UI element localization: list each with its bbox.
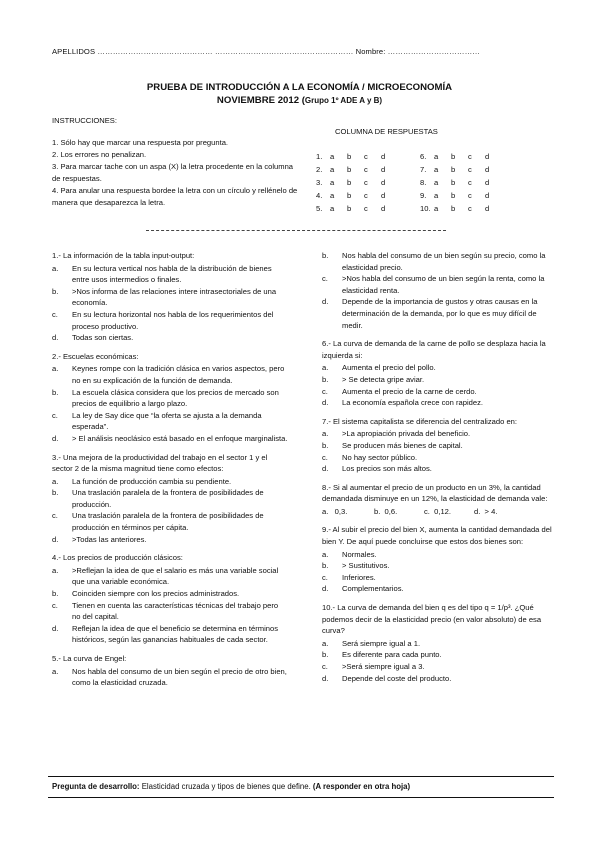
option-letter: d. — [322, 584, 329, 594]
answer-option[interactable]: a — [330, 191, 335, 200]
essay-question — [52, 782, 410, 791]
option-letter: a. — [52, 263, 59, 273]
option-letter: a. — [322, 638, 329, 648]
answer-option[interactable]: c — [364, 204, 368, 213]
question-option — [52, 410, 288, 433]
answer-option[interactable]: d — [485, 165, 490, 174]
answer-option[interactable]: b — [347, 191, 352, 200]
option-text: Una traslación paralela de la frontera de posibilidades de producción. — [72, 488, 264, 509]
answer-group — [316, 178, 398, 187]
option-text: Complementarios. — [342, 584, 404, 594]
answer-number: 9. — [420, 191, 427, 200]
option-text: > El análisis neoclásico está basado en el enfoque marginalista. — [72, 433, 288, 443]
option-letter: c. — [52, 309, 58, 319]
question-option — [322, 374, 554, 386]
answer-option[interactable]: d — [381, 204, 386, 213]
footer-rule-bottom — [48, 797, 554, 798]
option-text: Depende del coste del producto. — [342, 673, 452, 683]
option-text: Es diferente para cada punto. — [342, 650, 442, 660]
answer-option[interactable]: a — [330, 204, 335, 213]
essay-text: Elasticidad cruzada y tipos de bienes que define. — [139, 782, 313, 791]
answer-option[interactable]: a — [434, 204, 439, 213]
option-letter: d. — [52, 534, 59, 544]
option-letter: a. — [322, 429, 329, 439]
option-text: >Será siempre igual a 3. — [342, 662, 425, 671]
option-text: >Todas las anteriores. — [72, 534, 147, 544]
answer-group — [316, 165, 398, 174]
option-letter: a. — [52, 666, 59, 676]
option-text: La ley de Say dice que “la oferta se ajusta a la demanda esperada”. — [72, 410, 262, 432]
option-text: Keynes rompe con la tradición clásica en varios aspectos, pero no en su explicación de la función de demanda. — [72, 364, 285, 385]
question-option — [52, 309, 288, 332]
question-option — [52, 263, 288, 286]
question-option — [322, 463, 554, 475]
answer-option[interactable]: d — [381, 165, 386, 174]
option-letter: b. — [322, 374, 329, 384]
question-option — [322, 296, 554, 331]
option-letter: d. — [52, 623, 59, 633]
answer-group — [420, 204, 502, 213]
question-option — [322, 549, 554, 561]
option-text: La escuela clásica considera que los precios de mercado son precios de equilibrio a largo plazo. — [72, 387, 279, 409]
option-letter: c. — [52, 600, 58, 610]
answer-row — [316, 204, 490, 217]
option-letter: c. — [322, 274, 328, 284]
question-stem: 3.- Una mejora de la productividad del trabajo en el sector 1 y el sector 2 de la misma magnitud tiene como efectos: — [52, 452, 268, 474]
option-text: Será siempre igual a 1. — [342, 638, 421, 648]
option-text: Nos habla del consumo de un bien según el precio de otro bien, como la elasticidad cruzada. — [72, 666, 287, 688]
question-option — [322, 638, 554, 650]
answer-option[interactable]: d — [485, 204, 490, 213]
option-text: >Reflejan la idea de que el salario es más una variable social que una variable económica. — [72, 565, 279, 587]
option-letter: b. — [322, 650, 329, 660]
question-option — [322, 440, 554, 452]
answers-heading: COLUMNA DE RESPUESTAS — [335, 127, 438, 136]
option-text: No hay sector público. — [342, 452, 418, 462]
instruction-item: 4. Para anular una respuesta bordee la letra con un círculo y rellénelo de manera que desaparezca la letra. — [52, 186, 298, 207]
answer-option[interactable]: a — [330, 165, 335, 174]
option-text: Una traslación paralela de la frontera de posibilidades de producción en términos per cápita. — [72, 511, 264, 533]
answer-option[interactable]: c — [468, 165, 472, 174]
instruction-item: 1. Sólo hay que marcar una respuesta por pregunta. — [52, 138, 229, 147]
question-option — [52, 433, 288, 445]
question-option — [322, 572, 554, 584]
answer-option[interactable]: c — [468, 191, 472, 200]
option-text: >Nos informa de las relaciones intere intrasectoriales de una economía. — [72, 286, 277, 308]
question — [322, 416, 554, 475]
exam-subtitle — [0, 95, 599, 106]
option-text: Depende de la importancia de gustos y otras causas en la determinación de la demanda, por lo que es muy difícil de medir. — [342, 297, 538, 330]
question-option — [52, 286, 288, 309]
option-text: > Sustitutivos. — [342, 561, 390, 571]
option-text: En su lectura vertical nos habla de la distribución de bienes entre usos intermedios o finales. — [72, 263, 272, 285]
answer-option[interactable]: b — [347, 165, 352, 174]
answer-group — [316, 204, 398, 213]
question-option — [322, 386, 554, 398]
question — [52, 552, 288, 646]
answer-option[interactable]: c — [468, 204, 472, 213]
question-stem: 10.- La curva de demanda del bien q es del tipo q = 1/p³. ¿Qué podemos decir de la elasticidad precio (en valor absoluto) de esa curva? — [322, 603, 542, 636]
answer-option[interactable]: c — [364, 178, 368, 187]
instruction-item: 2. Los errores no penalizan. — [52, 150, 147, 159]
answer-option[interactable]: b — [451, 178, 456, 187]
answer-grid — [316, 152, 490, 217]
option-letter: b. — [52, 589, 59, 599]
question-stem: 2.- Escuelas económicas: — [52, 351, 139, 361]
option-text: Nos habla del consumo de un bien según su precio, como la elasticidad precio. — [342, 251, 546, 272]
answer-option[interactable]: d — [485, 178, 490, 187]
footer-rule-top — [48, 776, 554, 777]
question-option: a. 0,3. — [322, 506, 348, 516]
option-letter: d. — [322, 464, 329, 474]
question-stem: 6.- La curva de demanda de la carne de pollo se desplaza hacia la izquierda si: — [322, 339, 546, 360]
option-text: Se producen más bienes de capital. — [342, 440, 463, 450]
question-option — [52, 588, 288, 600]
option-letter: b. — [322, 561, 329, 571]
question — [322, 602, 554, 684]
question-option — [52, 363, 288, 386]
question-stem: 5.- La curva de Engel: — [52, 654, 127, 663]
option-letter: c. — [322, 572, 328, 582]
answer-option[interactable]: b — [451, 191, 456, 200]
answer-option[interactable]: a — [434, 191, 439, 200]
option-letter: d. — [322, 398, 329, 408]
answer-option[interactable]: c — [364, 165, 368, 174]
answer-number: 4. — [316, 191, 323, 200]
option-text: Reflejan la idea de que el beneficio se determina en términos históricos, según las ganancias habituales de cada sector. — [72, 623, 279, 645]
option-text: > Se detecta gripe aviar. — [342, 374, 425, 384]
option-letter: b. — [52, 286, 59, 296]
answer-option[interactable]: c — [468, 152, 472, 161]
option-letter: d. — [52, 433, 59, 443]
option-letter: a. — [322, 363, 329, 373]
answer-option[interactable]: a — [434, 178, 439, 187]
option-text: Todas son ciertas. — [72, 333, 134, 343]
question — [322, 250, 554, 331]
option-text: Aumenta el precio de la carne de cerdo. — [342, 386, 477, 396]
option-letter: c. — [322, 662, 328, 671]
answer-number: 2. — [316, 165, 323, 174]
question — [322, 482, 554, 518]
question-option — [52, 332, 288, 344]
answer-group — [420, 178, 502, 187]
question — [52, 250, 288, 344]
instructions-list — [52, 137, 302, 209]
divider — [146, 230, 446, 231]
inline-options — [322, 506, 554, 518]
question-option — [322, 397, 554, 409]
question-option — [322, 362, 554, 374]
answer-group — [316, 191, 398, 200]
question-stem: 7.- El sistema capitalista se diferencia del centralizado en: — [322, 416, 518, 426]
option-text: En su lectura horizontal nos habla de los requerimientos del proceso productivo. — [72, 309, 274, 331]
answer-number: 10. — [420, 204, 431, 213]
essay-label: Pregunta de desarrollo: — [52, 782, 140, 791]
name-field-line: APELLIDOS ……………………………………… ……………………………………………… Nombre: ……………………………… — [52, 47, 480, 56]
option-letter: c. — [52, 410, 58, 420]
question-stem: 8.- Si al aumentar el precio de un producto en un 3%, la cantidad demandada disminuye en un 12%, la elasticidad de demanda vale: — [322, 482, 548, 504]
question-option — [322, 673, 554, 685]
instruction-item: 3. Para marcar tache con un aspa (X) la letra procedente en la columna de respuestas. — [52, 162, 294, 183]
answer-option[interactable]: b — [347, 204, 352, 213]
question-option — [322, 250, 554, 273]
option-text: Tienen en cuenta las características técnicas del trabajo pero no del capital. — [72, 600, 279, 622]
answer-option[interactable]: c — [468, 178, 472, 187]
answer-option[interactable]: d — [381, 152, 386, 161]
questions-left-column — [52, 250, 288, 696]
question-option — [322, 428, 554, 440]
answer-option[interactable]: d — [381, 178, 386, 187]
option-text: >La apropiación privada del beneficio. — [342, 429, 471, 439]
question-option — [322, 583, 554, 595]
question-option: d. > 4. — [474, 506, 498, 516]
exam-group: Grupo 1º ADE A y B) — [304, 96, 383, 105]
question — [52, 653, 288, 689]
question — [52, 452, 288, 546]
option-text: La economía española crece con rapidez. — [342, 398, 483, 408]
answer-number: 6. — [420, 152, 427, 161]
option-letter: c. — [322, 452, 328, 462]
answer-row — [316, 191, 490, 204]
question-option — [52, 565, 288, 588]
question-option: c. 0,12. — [424, 506, 452, 516]
question-option — [52, 534, 288, 546]
instructions-heading: INSTRUCCIONES: — [52, 116, 117, 125]
question-option — [52, 476, 288, 488]
option-letter: a. — [322, 549, 329, 559]
option-text: Aumenta el precio del pollo. — [342, 363, 436, 373]
answer-option[interactable]: b — [347, 178, 352, 187]
option-text: Inferiores. — [342, 572, 376, 582]
answer-number: 5. — [316, 204, 323, 213]
option-letter: b. — [322, 251, 329, 260]
answer-option[interactable]: a — [434, 165, 439, 174]
questions-right-column — [322, 250, 554, 691]
option-letter: b. — [52, 387, 59, 397]
question-option — [322, 649, 554, 661]
answer-number: 7. — [420, 165, 427, 174]
answer-option[interactable]: a — [330, 178, 335, 187]
option-letter: d. — [322, 297, 329, 307]
question-option — [52, 666, 288, 689]
question-stem: 1.- La información de la tabla input-output: — [52, 251, 195, 260]
question-option — [322, 273, 554, 296]
option-letter: a. — [52, 565, 59, 575]
answer-row — [316, 152, 490, 165]
answer-option[interactable]: b — [451, 152, 456, 161]
answer-row — [316, 165, 490, 178]
answer-option[interactable]: a — [434, 152, 439, 161]
answer-option[interactable]: d — [381, 191, 386, 200]
option-text: La función de producción cambia su pendiente. — [72, 476, 232, 486]
answer-number: 3. — [316, 178, 323, 187]
question-stem: 4.- Los precios de producción clásicos: — [52, 553, 183, 563]
option-letter: b. — [52, 488, 59, 498]
answer-row — [316, 178, 490, 191]
answer-group — [316, 152, 398, 161]
option-text: Coinciden siempre con los precios administrados. — [72, 589, 240, 599]
option-letter: b. — [322, 440, 329, 450]
option-text: >Nos habla del consumo de un bien según la renta, como la elasticidad renta. — [342, 274, 545, 295]
option-letter: c. — [52, 511, 58, 521]
option-letter: a. — [52, 364, 59, 374]
question-option: b. 0,6. — [374, 506, 398, 516]
answer-group — [420, 152, 502, 161]
option-letter: d. — [322, 673, 329, 683]
answer-option[interactable]: b — [347, 152, 352, 161]
answer-option[interactable]: d — [485, 191, 490, 200]
question — [322, 338, 554, 409]
question-option — [322, 661, 554, 673]
answer-group — [420, 165, 502, 174]
question — [322, 524, 554, 595]
option-letter: c. — [322, 386, 328, 396]
exam-date: NOVIEMBRE 2012 ( — [216, 95, 305, 106]
answer-option[interactable]: b — [451, 165, 456, 174]
question-option — [52, 623, 288, 646]
answer-option[interactable]: a — [330, 152, 335, 161]
answer-option[interactable]: c — [364, 152, 368, 161]
option-text: Normales. — [342, 549, 377, 559]
question-stem: 9.- Al subir el precio del bien X, aumenta la cantidad demandada del bien Y. De aquí puede concluirse que estos dos bienes son: — [322, 525, 552, 547]
answer-number: 8. — [420, 178, 427, 187]
option-letter: d. — [52, 333, 59, 343]
answer-option[interactable]: c — [364, 191, 368, 200]
question — [52, 351, 288, 445]
answer-option[interactable]: d — [485, 152, 490, 161]
answer-number: 1. — [316, 152, 323, 161]
question-option — [52, 600, 288, 623]
exam-title: PRUEBA DE INTRODUCCIÓN A LA ECONOMÍA / MICROECONOMÍA — [146, 82, 453, 93]
question-option — [322, 452, 554, 464]
question-option — [52, 387, 288, 410]
option-letter: a. — [52, 476, 59, 486]
answer-group — [420, 191, 502, 200]
answer-option[interactable]: b — [451, 204, 456, 213]
question-option — [52, 510, 288, 533]
question-option — [52, 487, 288, 510]
question-option — [322, 560, 554, 572]
essay-note: (A responder en otra hoja) — [312, 782, 411, 791]
option-text: Los precios son más altos. — [342, 464, 432, 474]
